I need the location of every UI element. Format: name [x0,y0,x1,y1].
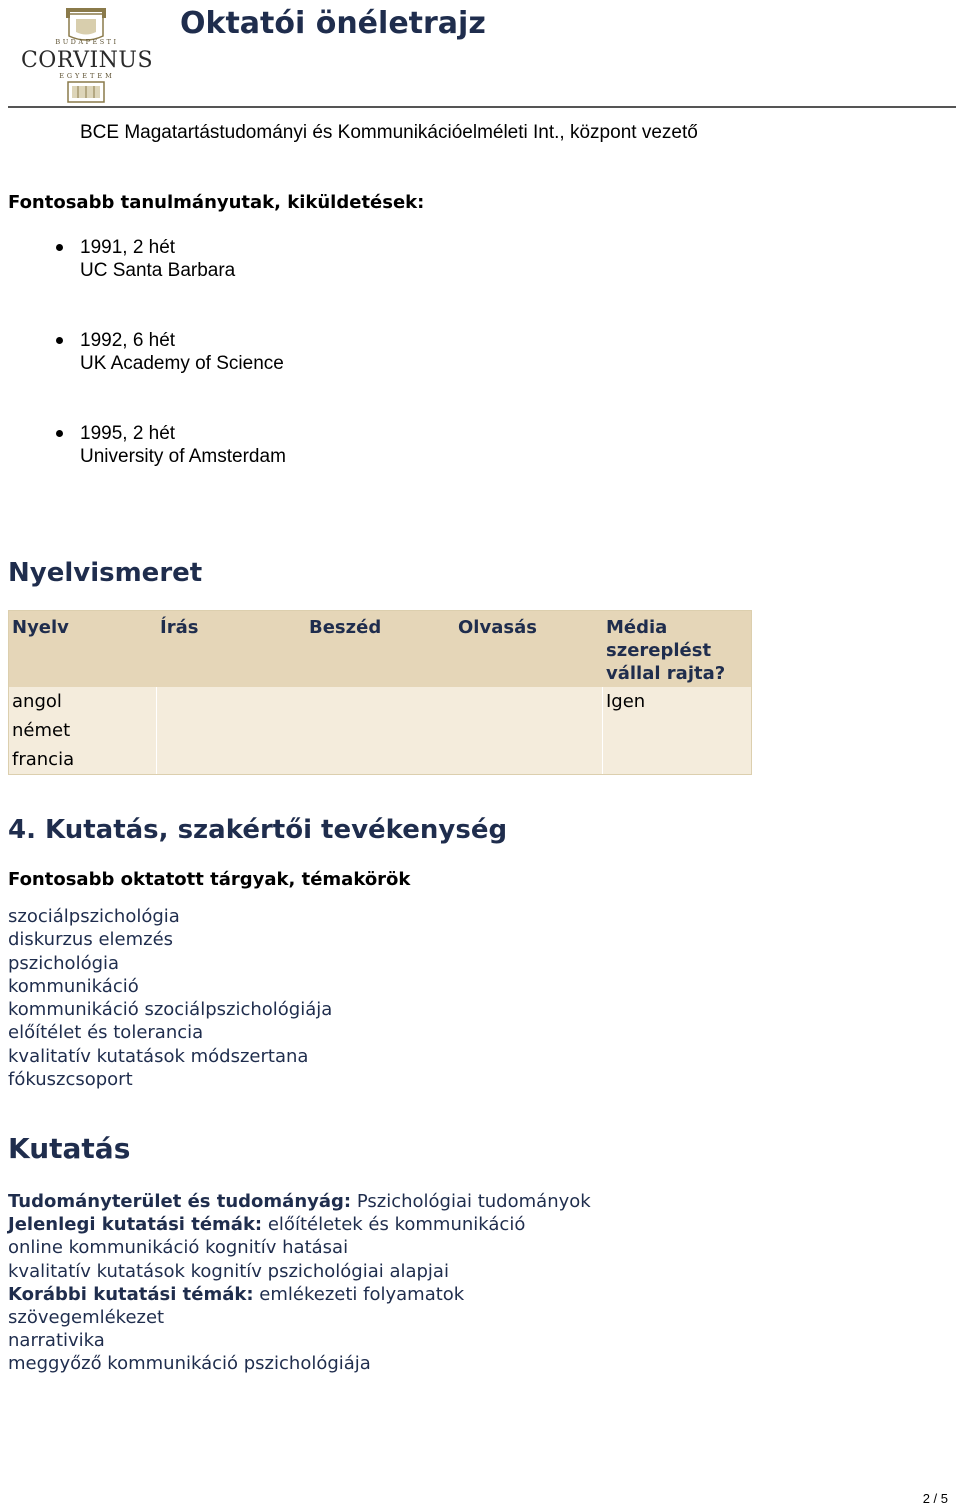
current-topics-label: Jelenlegi kutatási témák: [8,1214,263,1236]
column-divider [602,687,603,774]
table-cell-language: angol [12,691,62,712]
list-item: fókuszcsoport [8,1069,133,1091]
field-value: Pszichológiai tudományok [356,1191,591,1212]
list-item [0,329,286,422]
subjects-heading: Fontosabb oktatott tárgyak, témakörök [8,869,411,890]
corvinus-logo-graphic [6,4,168,104]
past-topics-label: Korábbi kutatási témák: [8,1283,254,1305]
languages-table [8,610,752,775]
column-header-writing: Írás [160,617,199,638]
past-topic: narrativika [8,1330,105,1352]
table-cell-media: Igen [606,691,646,712]
column-header-media: Média szereplést vállal rajta? [606,617,726,684]
logo-line-2: CORVINUS [20,48,154,73]
list-item: pszichológia [8,952,120,974]
list-item: kommunikáció szociálpszichológiája [8,999,333,1021]
logo-line-1: BUDAPESTI [55,38,119,46]
field-label: Tudományterület és tudományág: [8,1191,352,1212]
list-item: kommunikáció [8,975,139,997]
bullet-icon [56,337,63,344]
table-cell-language: francia [12,749,75,770]
document-title: Oktatói önéletrajz [180,6,486,41]
current-topic: kvalitatív kutatások kognitív pszichológiai alapjai [8,1260,449,1282]
current-topic: előítéletek és kommunikáció [267,1214,526,1236]
current-topics-row [8,1213,591,1236]
studies-list [0,236,286,515]
list-item: diskurzus elemzés [8,929,174,951]
languages-heading: Nyelvismeret [8,558,203,588]
study-period: 1995, 2 hét [80,423,176,444]
subjects-list [8,905,332,1091]
column-header-speaking: Beszéd [309,617,382,638]
column-divider [156,687,157,774]
position-line: BCE Magatartástudományi és Kommunikációelméleti Int., központ vezető [80,122,698,143]
bullet-icon [56,244,63,251]
studies-heading: Fontosabb tanulmányutak, kiküldetések: [8,192,425,213]
header-divider [8,106,956,108]
study-institution: UC Santa Barbara [80,260,236,281]
research-field-row [8,1190,591,1213]
research-section-heading: 4. Kutatás, szakértői tevékenység [8,815,508,845]
column-header-language: Nyelv [12,617,69,638]
current-topic: online kommunikáció kognitív hatásai [8,1237,349,1259]
past-topic: szövegemlékezet [8,1307,165,1329]
list-item: kvalitatív kutatások módszertana [8,1045,309,1067]
kutatas-heading: Kutatás [8,1132,131,1165]
study-institution: University of Amsterdam [80,446,286,467]
corvinus-logo [6,4,168,104]
list-item: előítélet és tolerancia [8,1022,204,1044]
page-header [0,0,960,110]
table-header-row [9,611,751,687]
study-institution: UK Academy of Science [80,353,284,374]
list-item [0,422,286,515]
past-topics-row [8,1283,591,1306]
logo-line-3: EGYETEM [59,72,115,80]
study-period: 1991, 2 hét [80,237,176,258]
column-header-reading: Olvasás [458,617,537,638]
bullet-icon [56,430,63,437]
past-topic: meggyőző kommunikáció pszichológiája [8,1353,371,1375]
table-cell-language: német [12,720,71,741]
past-topic: emlékezeti folyamatok [259,1283,465,1305]
page-number: 2 / 5 [922,1491,948,1506]
research-details [8,1190,591,1376]
study-period: 1992, 6 hét [80,330,176,351]
list-item: szociálpszichológia [8,906,180,927]
list-item [0,236,286,329]
